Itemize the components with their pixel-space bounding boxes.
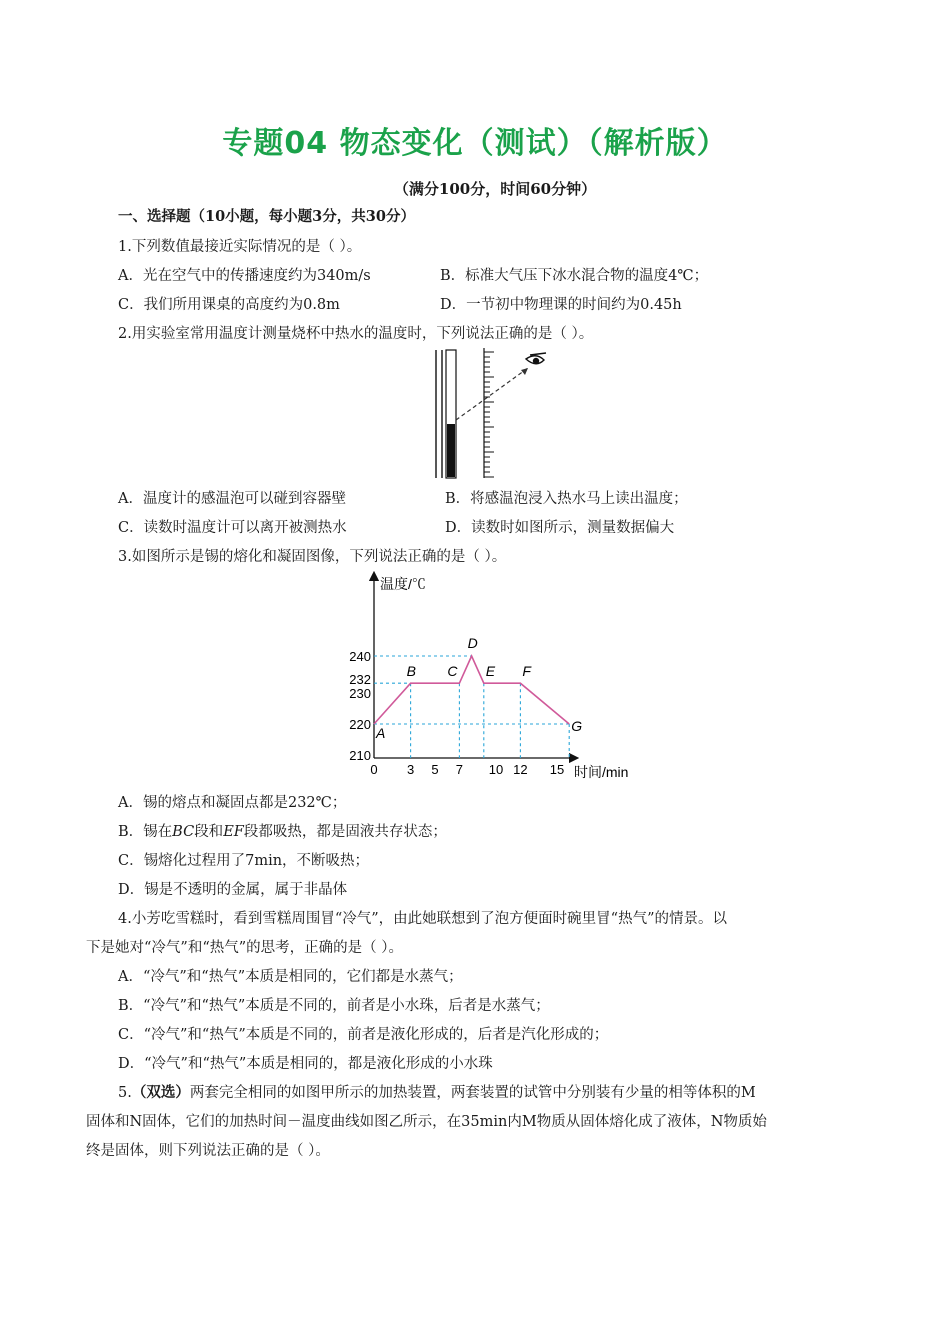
q3-stem: 3.如图所示是锡的熔化和凝固图像，下列说法正确的是（ ）。 (118, 549, 507, 565)
y-tick-label: 210 (349, 748, 371, 763)
q1-option-d: D．一节初中物理课的时间约为0.45h (440, 297, 682, 313)
page-title: 专题04 物态变化（测试）（解析版） (222, 126, 728, 161)
q5-stem-text: 两套完全相同的如图甲所示的加热装置，两套装置的试管中分别装有少量的相等体积的M (189, 1085, 756, 1101)
q2-option-c: C．读数时温度计可以离开被测热水 (118, 520, 347, 536)
x-tick-label: 10 (488, 762, 504, 777)
q3-option-b-suffix: 段都吸热，都是固液共存状态； (243, 824, 447, 840)
y-tick-label: 220 (349, 717, 371, 732)
x-tick-label: 15 (549, 762, 565, 777)
eye-icon (526, 353, 546, 364)
q4-stem-line1: 4.小芳吃雪糕时，看到雪糕周围冒“冷气”，由此她联想到了泡方便面时碗里冒“热气”的情景。以 (118, 911, 727, 927)
point-label-G: G (571, 718, 583, 734)
q2-option-a: A．温度计的感温泡可以碰到容器壁 (118, 491, 346, 507)
point-label-D: D (467, 635, 478, 651)
q4-option-d: D．“冷气”和“热气”本质是相同的，都是液化形成的小水珠 (118, 1056, 493, 1072)
segment-ef: EF (223, 824, 244, 840)
point-label-E: E (485, 663, 496, 680)
q3-option-c: C．锡熔化过程用了7min，不断吸热； (118, 853, 370, 869)
x-tick-label: 12 (513, 762, 528, 777)
q5-number: 5. (118, 1085, 132, 1101)
q1-option-b: B．标准大气压下冰水混合物的温度4℃； (440, 268, 709, 284)
q3-option-b-prefix: B．锡在 (118, 824, 173, 840)
q5-stem-line1 (118, 1083, 756, 1103)
q1-option-c: C．我们所用课桌的高度约为0.8m (118, 297, 340, 313)
y-axis-label: 温度/℃ (380, 576, 426, 592)
temperature-curve (374, 656, 569, 724)
segment-bc: BC (172, 824, 195, 840)
tin-melting-chart (338, 570, 648, 785)
q4-option-b: B．“冷气”和“热气”本质是不同的，前者是小水珠，后者是水蒸气； (118, 998, 550, 1014)
scale-ticks (484, 352, 494, 477)
point-label-A: A (376, 725, 386, 741)
page-subtitle: （满分100分，时间60分钟） (393, 180, 597, 198)
q2-option-d: D．读数时如图所示，测量数据偏大 (445, 520, 675, 536)
sight-line-arrow (521, 368, 528, 375)
q5-stem-line3: 终是固体，则下列说法正确的是（ ）。 (86, 1143, 330, 1159)
section-heading: 一、选择题（10小题，每小题3分，共30分） (118, 208, 415, 225)
thermometer-liquid-column (447, 424, 455, 477)
y-tick-label: 232 (349, 672, 371, 688)
q4-option-c: C．“冷气”和“热气”本质是不同的，前者是液化形成的，后者是汽化形成的； (118, 1027, 609, 1043)
point-label-C: C (447, 663, 458, 680)
point-label-B: B (406, 663, 416, 680)
x-tick-label: 3 (406, 762, 415, 777)
y-tick-label: 230 (349, 686, 371, 701)
q4-option-a: A．“冷气”和“热气”本质是相同的，它们都是水蒸气； (118, 969, 463, 985)
q2-option-b: B．将感温泡浸入热水马上读出温度； (445, 491, 688, 507)
thermometer-figure (428, 346, 558, 482)
q1-option-a: A．光在空气中的传播速度约为340m/s (118, 268, 371, 284)
q5-stem-line2: 固体和N固体，它们的加热时间－温度曲线如图乙所示，在35min内M物质从固体熔化成了液体，N物质始 (86, 1114, 767, 1130)
q3-option-b (118, 822, 447, 842)
q1-stem: 1.下列数值最接近实际情况的是（ ）。 (118, 239, 362, 255)
y-tick-label: 240 (349, 649, 371, 664)
x-tick-label: 0 (370, 762, 378, 777)
x-tick-label: 7 (455, 762, 464, 777)
point-label-F: F (522, 663, 531, 680)
x-tick-label: 5 (431, 762, 439, 777)
q3-option-a: A．锡的熔点和凝固点都是232℃； (118, 795, 347, 811)
q5-tag: （双选） (131, 1084, 190, 1101)
q4-stem-line2: 下是她对“冷气”和“热气”的思考，正确的是（ ）。 (86, 940, 404, 956)
q2-stem: 2.用实验室常用温度计测量烧杯中热水的温度时，下列说法正确的是（ ）。 (118, 326, 594, 342)
sight-line (456, 368, 528, 420)
x-axis-label: 时间/min (574, 764, 629, 780)
q3-option-d: D．锡是不透明的金属，属于非晶体 (118, 882, 348, 898)
q3-option-b-mid: 段和 (194, 824, 224, 840)
